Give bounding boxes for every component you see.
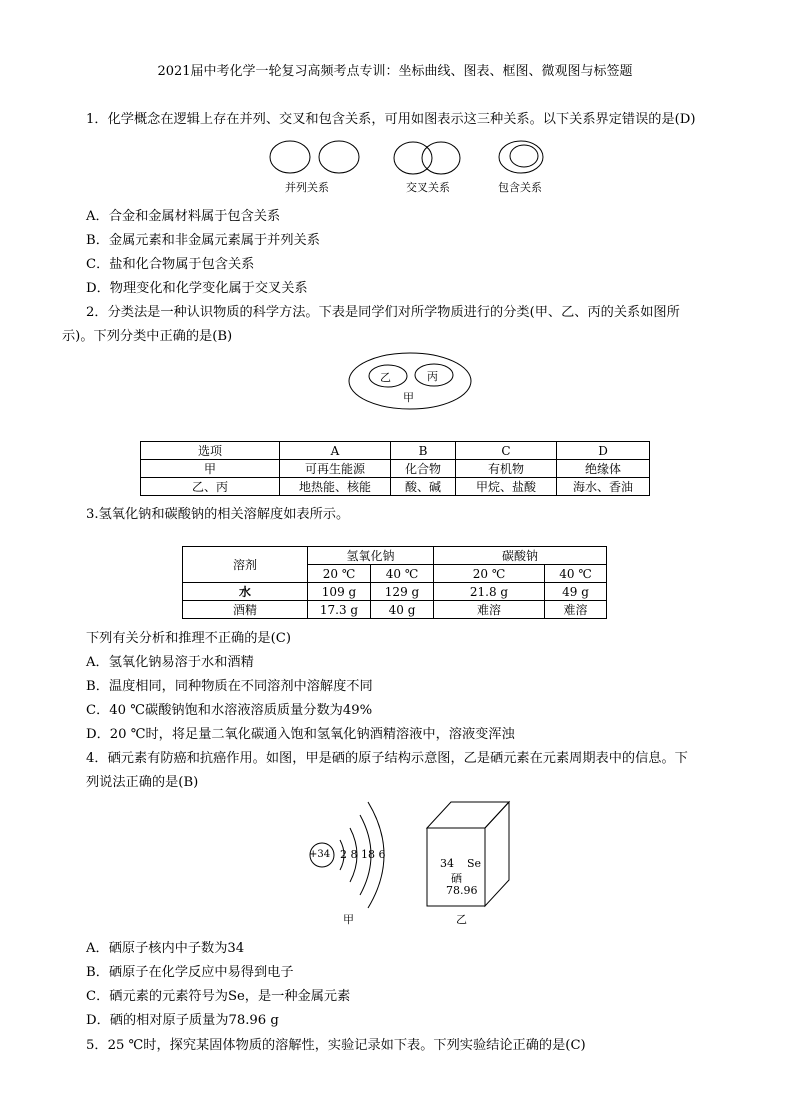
table-cell: 109 g xyxy=(308,583,371,601)
table-cell: 17.3 g xyxy=(308,601,371,619)
table-row xyxy=(141,460,650,478)
table-cell: 化合物 xyxy=(391,460,456,478)
label-parallel: 并列关系 xyxy=(285,181,329,194)
table-cell: 49 g xyxy=(545,583,607,601)
q1-option-d: D．物理变化和化学变化属于交叉关系 xyxy=(86,281,308,296)
page-title: 2021届中考化学一轮复习高频考点专训：坐标曲线、图表、框图、微观图与标签题 xyxy=(157,64,633,79)
element-cell-label: 乙 xyxy=(456,913,467,926)
table-cell: 21.8 g xyxy=(434,583,545,601)
q4-option-a: A．硒原子核内中子数为34 xyxy=(86,941,245,956)
table-header-cell: B xyxy=(391,442,456,460)
table-cell: 难溶 xyxy=(434,601,545,619)
element-atomic-number: 34 xyxy=(440,857,454,870)
table-row xyxy=(183,601,607,619)
table-cell: 绝缘体 xyxy=(557,460,650,478)
table-row xyxy=(183,583,607,601)
label-intersect: 交叉关系 xyxy=(406,181,450,194)
q1-option-b: B．金属元素和非金属元素属于并列关系 xyxy=(86,233,320,248)
table-header-cell: 20 ℃ xyxy=(434,565,545,583)
q3-stem: 3.氢氧化钠和碳酸钠的相关溶解度如表所示。 xyxy=(86,507,350,522)
table-cell: 甲烷、盐酸 xyxy=(456,478,557,496)
q1-stem: 1．化学概念在逻辑上存在并列、交叉和包含关系，可用如图表示这三种关系。以下关系界定错误的是(D) xyxy=(86,112,696,127)
venn-label-bing: 丙 xyxy=(427,370,438,383)
venn-label-jia: 甲 xyxy=(403,391,414,404)
table-cell: 难溶 xyxy=(545,601,607,619)
element-name: 硒 xyxy=(451,872,462,885)
venn-label-yi: 乙 xyxy=(380,371,391,384)
table-row xyxy=(141,442,650,460)
electron-shell-counts: 2 8 18 6 xyxy=(340,848,386,861)
table-cell: 甲 xyxy=(141,460,280,478)
q3-solubility-table xyxy=(182,546,607,619)
table-header-cell: 溶剂 xyxy=(183,547,308,583)
table-header-cell: 40 ℃ xyxy=(371,565,434,583)
contain-relation-diagram xyxy=(499,141,543,173)
element-atomic-mass: 78.96 xyxy=(446,884,478,897)
q2-stem-line2: 示)。下列分类中正确的是(B) xyxy=(62,329,233,344)
q4-stem-line1: 4．硒元素有防癌和抗癌作用。如图，甲是硒的原子结构示意图，乙是硒元素在元素周期表中的信息。下 xyxy=(86,751,688,766)
table-cell: 129 g xyxy=(371,583,434,601)
table-row xyxy=(141,478,650,496)
q1-option-a: A．合金和金属材料属于包含关系 xyxy=(86,209,281,224)
q3-option-a: A．氢氧化钠易溶于水和酒精 xyxy=(86,655,254,670)
table-cell: 乙、丙 xyxy=(141,478,280,496)
q1-option-c: C．盐和化合物属于包含关系 xyxy=(86,257,255,272)
q3-question: 下列有关分析和推理不正确的是(C) xyxy=(86,631,292,646)
q4-option-c: C．硒元素的元素符号为Se，是一种金属元素 xyxy=(86,989,351,1004)
q3-option-b: B．温度相同，同种物质在不同溶剂中溶解度不同 xyxy=(86,679,373,694)
table-header-cell: 氢氧化钠 xyxy=(308,547,434,565)
table-header-cell: D xyxy=(557,442,650,460)
table-cell: 可再生能源 xyxy=(280,460,391,478)
table-cell: 酸、碱 xyxy=(391,478,456,496)
table-cell: 水 xyxy=(183,583,308,601)
q4-option-d: D．硒的相对原子质量为78.96 g xyxy=(86,1013,279,1028)
table-header-cell: C xyxy=(456,442,557,460)
table-header-cell: 20 ℃ xyxy=(308,565,371,583)
q2-stem-line1: 2．分类法是一种认识物质的科学方法。下表是同学们对所学物质进行的分类(甲、乙、丙的关系如图所 xyxy=(86,305,680,320)
table-header-cell: A xyxy=(280,442,391,460)
q2-classification-table xyxy=(140,441,650,496)
table-cell: 地热能、核能 xyxy=(280,478,391,496)
atom-diagram-label: 甲 xyxy=(343,913,354,926)
table-header-cell: 选项 xyxy=(141,442,280,460)
q4-option-b: B．硒原子在化学反应中易得到电子 xyxy=(86,965,294,980)
q3-option-c: C．40 ℃碳酸钠饱和水溶液溶质质量分数为49% xyxy=(86,703,373,718)
table-header-cell: 40 ℃ xyxy=(545,565,607,583)
q4-stem-line2: 列说法正确的是(B) xyxy=(86,775,199,790)
table-cell: 海水、香油 xyxy=(557,478,650,496)
table-cell: 酒精 xyxy=(183,601,308,619)
table-row xyxy=(183,547,607,565)
q3-option-d: D．20 ℃时，将足量二氧化碳通入饱和氢氧化钠酒精溶液中，溶液变浑浊 xyxy=(86,727,515,742)
table-cell: 有机物 xyxy=(456,460,557,478)
element-symbol: Se xyxy=(467,857,482,870)
nucleus-charge: +34 xyxy=(309,849,331,860)
intersect-relation-diagram xyxy=(394,142,460,174)
table-header-cell: 碳酸钠 xyxy=(434,547,607,565)
label-contain: 包含关系 xyxy=(498,181,542,194)
parallel-relation-diagram xyxy=(270,141,359,173)
table-cell: 40 g xyxy=(371,601,434,619)
q5-stem: 5．25 ℃时，探究某固体物质的溶解性，实验记录如下表。下列实验结论正确的是(C) xyxy=(86,1038,586,1053)
